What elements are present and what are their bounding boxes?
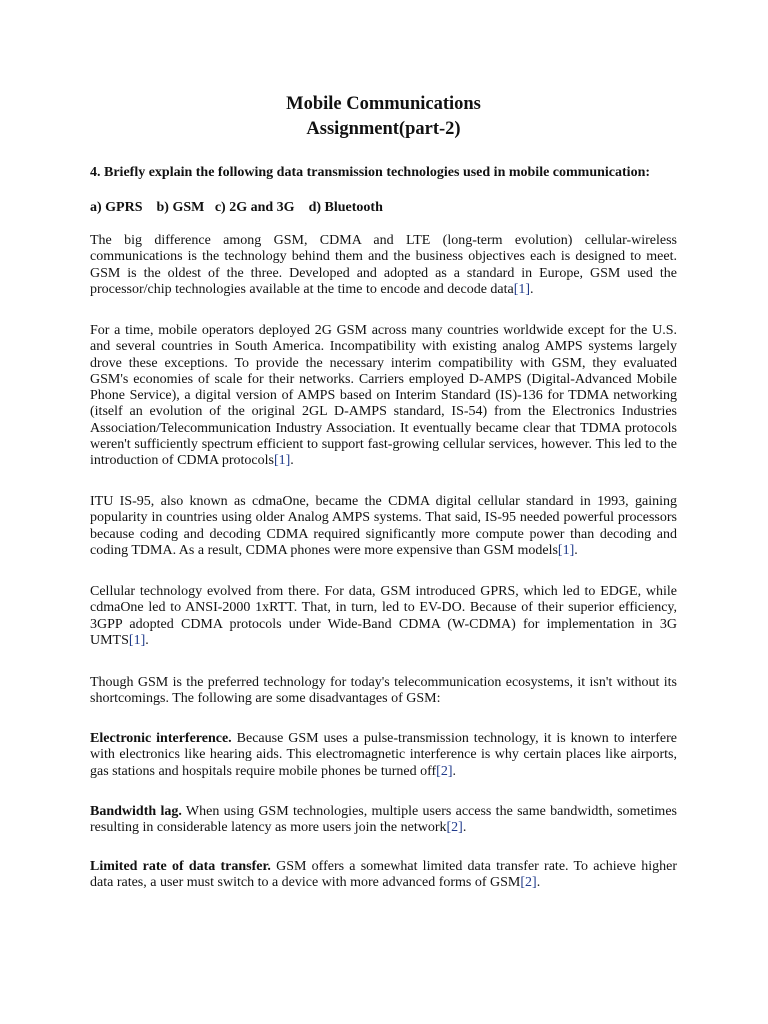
citation-link[interactable]: [2] bbox=[436, 763, 453, 779]
paragraph-text: ITU IS-95, also known as cdmaOne, became the CDMA digital cellular standard in 1993, gaining popularity in countries using older Analog AMPS systems. That said, IS-95 needed powerful processors because coding and decoding CDMA required significantly more compute power than decoding and coding TDMA. As a result, CDMA phones were more expensive than GSM models bbox=[90, 494, 677, 558]
paragraph-text: When using GSM technologies, multiple users access the same bandwidth, sometimes resulting in considerable latency as more users join the network bbox=[90, 804, 677, 836]
paragraph-lead: Electronic interference. bbox=[90, 731, 232, 746]
citation-link[interactable]: [1] bbox=[513, 281, 531, 297]
paragraph-end: . bbox=[145, 632, 149, 648]
paragraph-text: Cellular technology evolved from there. For data, GSM introduced GPRS, which led to EDGE, while cdmaOne led to ANSI-2000 1xRTT. That, in turn, led to EV-DO. Because of their superior efficiency, 3GPP adopted CDMA protocols under Wide-Band CDMA (W-CDMA) for implementation in 3G UMTS bbox=[90, 584, 677, 648]
document-page bbox=[90, 92, 677, 891]
paragraph-bandwidth-lag bbox=[90, 804, 677, 837]
citation-link[interactable]: [1] bbox=[557, 542, 575, 558]
paragraph-end: . bbox=[462, 820, 467, 836]
paragraph-end: . bbox=[452, 763, 456, 779]
question-options: a) GPRS b) GSM c) 2G and 3G d) Bluetooth bbox=[90, 200, 383, 215]
paragraph-gsm-cdma-lte bbox=[90, 233, 677, 298]
paragraph-end: . bbox=[530, 281, 534, 297]
paragraph-end: . bbox=[574, 542, 578, 558]
question-heading: 4. Briefly explain the following data transmission technologies used in mobile communication: bbox=[90, 165, 651, 180]
paragraph-text: GSM offers a somewhat limited data transfer rate. To achieve higher data rates, a user must switch to a device with more advanced forms of GSM bbox=[90, 859, 677, 891]
title-line-1: Mobile Communications bbox=[286, 94, 481, 114]
paragraph-gsm-disadvantages-intro: Though GSM is the preferred technology for today's telecommunication ecosystems, it isn't without its shortcomings. The following are some disadvantages of GSM: bbox=[90, 675, 677, 707]
citation-link[interactable]: [2] bbox=[520, 875, 537, 891]
paragraph-text: For a time, mobile operators deployed 2G GSM across many countries worldwide except for the U.S. and several countries in South America. Incompatibility with existing analog AMPS systems largely drove these exceptions. To provide the necessary interim compatibility with GSM, they evaluated GSM's economies of scale for their networks. Carriers employed D-AMPS (Digital-Advanced Mobile Phone Service), a digital version of AMPS based on Interim Standard (IS)-136 for TDMA networking (itself an evolution of the original 2GL D-AMPS standard, IS-54) from the Electronics Industries Association/Telecommunication Industry Association. It eventually became clear that TDMA protocols weren't sufficiently spectrum efficient to support fast-growing cellular services, however. This led to the introduction of CDMA protocols bbox=[90, 323, 677, 469]
paragraph-2g-gsm-deployment bbox=[90, 323, 677, 470]
citation-link[interactable]: [1] bbox=[273, 453, 291, 469]
paragraph-lead: Limited rate of data transfer. bbox=[90, 859, 271, 874]
title-line-2: Assignment(part-2) bbox=[306, 119, 461, 139]
paragraph-end: . bbox=[536, 875, 541, 891]
paragraph-end: . bbox=[290, 453, 294, 469]
document-title bbox=[90, 92, 677, 142]
paragraph-limited-data-rate bbox=[90, 859, 677, 892]
paragraph-text: The big difference among GSM, CDMA and LTE (long-term evolution) cellular-wireless communications is the technology behind them and the business objectives each is designed to meet. GSM is the oldest of the three. Developed and adopted as a standard in Europe, GSM used the processor/chip technologies available at the time to encode and decode data bbox=[90, 233, 677, 297]
citation-link[interactable]: [1] bbox=[128, 632, 146, 648]
paragraph-text: Because GSM uses a pulse-transmission technology, it is known to interfere with electronics like hearing aids. This electromagnetic interference is why certain places like airports, gas stations and hospitals require mobile phones be turned off bbox=[90, 731, 677, 779]
paragraph-cellular-evolution bbox=[90, 584, 677, 649]
citation-link[interactable]: [2] bbox=[446, 820, 463, 836]
paragraph-is95-cdmaone bbox=[90, 494, 677, 559]
paragraph-electronic-interference bbox=[90, 731, 677, 780]
paragraph-lead: Bandwidth lag. bbox=[90, 804, 182, 819]
